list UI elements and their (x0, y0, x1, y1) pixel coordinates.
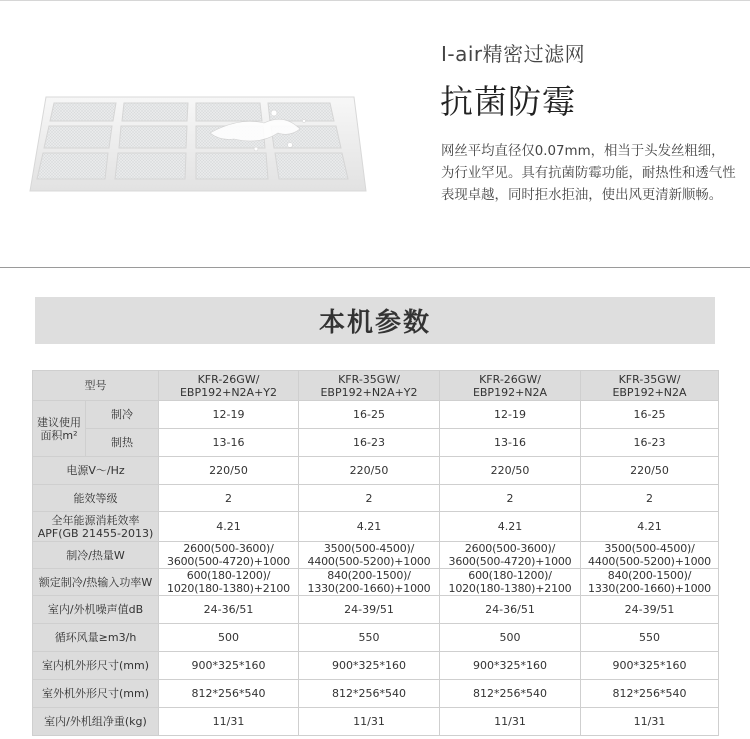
row-label: 电源V～/Hz (33, 457, 159, 485)
table-cell: 2 (159, 485, 299, 512)
table-cell: 840(200-1500)/ 1330(200-1660)+1000 (299, 569, 440, 596)
table-cell: 3500(500-4500)/ 4400(500-5200)+1000 (581, 542, 719, 569)
spec-banner-title: 本机参数 (318, 308, 431, 338)
table-cell: 4.21 (581, 512, 719, 542)
table-cell: 2600(500-3600)/ 3600(500-4720)+1000 (159, 542, 299, 569)
table-cell: 24-39/51 (299, 596, 440, 624)
table-cell: 500 (440, 624, 581, 652)
table-cell: 812*256*540 (440, 680, 581, 708)
table-cell: 812*256*540 (581, 680, 719, 708)
table-row (33, 485, 719, 512)
table-cell: 220/50 (299, 457, 440, 485)
section-divider (0, 267, 750, 268)
cool-label: 制冷 (86, 401, 159, 429)
table-cell: 900*325*160 (581, 652, 719, 680)
table-row (33, 512, 719, 542)
table-cell: 600(180-1200)/ 1020(180-1380)+2100 (159, 569, 299, 596)
model-cell: KFR-26GW/ EBP192+N2A+Y2 (159, 371, 299, 401)
row-label: 全年能源消耗效率 APF(GB 21455-2013) (33, 512, 159, 542)
model-cell: KFR-26GW/ EBP192+N2A (440, 371, 581, 401)
hero-description: 网丝平均直径仅0.07mm，相当于头发丝粗细，为行业罕见。具有抗菌防霉功能，耐热性和透气性表现卓越，同时拒水拒油，使出风更清新顺畅。 (441, 144, 736, 203)
row-label: 室内机外形尺寸(mm) (33, 652, 159, 680)
table-row (33, 708, 719, 736)
table-cell: 16-23 (299, 429, 440, 457)
table-cell: 11/31 (299, 708, 440, 736)
table-cell: 840(200-1500)/ 1330(200-1660)+1000 (581, 569, 719, 596)
row-label: 室内/外机组净重(kg) (33, 708, 159, 736)
table-row (33, 569, 719, 596)
table-cell: 13-16 (440, 429, 581, 457)
table-cell: 11/31 (581, 708, 719, 736)
table-cell: 220/50 (581, 457, 719, 485)
table-cell: 24-36/51 (440, 596, 581, 624)
hero-title: 抗菌防霉 (440, 82, 576, 121)
model-label: 型号 (33, 371, 159, 401)
table-cell: 550 (581, 624, 719, 652)
table-cell: 2 (299, 485, 440, 512)
hero-section (0, 0, 750, 268)
table-cell: 13-16 (159, 429, 299, 457)
table-cell: 4.21 (440, 512, 581, 542)
row-label: 室外机外形尺寸(mm) (33, 680, 159, 708)
table-cell: 2600(500-3600)/ 3600(500-4720)+1000 (440, 542, 581, 569)
table-row (33, 542, 719, 569)
table-cell: 4.21 (159, 512, 299, 542)
model-cell: KFR-35GW/ EBP192+N2A (581, 371, 719, 401)
table-row (33, 652, 719, 680)
table-cell: 812*256*540 (159, 680, 299, 708)
table-cell: 4.21 (299, 512, 440, 542)
area-label: 建议使用 面积m² (33, 401, 86, 457)
table-cell: 12-19 (159, 401, 299, 429)
table-cell: 24-36/51 (159, 596, 299, 624)
table-cell: 600(180-1200)/ 1020(180-1380)+2100 (440, 569, 581, 596)
table-cell: 900*325*160 (299, 652, 440, 680)
table-cell: 2 (581, 485, 719, 512)
table-cell: 24-39/51 (581, 596, 719, 624)
table-cell: 16-25 (299, 401, 440, 429)
spec-table (32, 370, 719, 736)
hero-subtitle: I-air精密过滤网 (441, 42, 586, 66)
table-row (33, 624, 719, 652)
table-cell: 3500(500-4500)/ 4400(500-5200)+1000 (299, 542, 440, 569)
table-cell: 900*325*160 (440, 652, 581, 680)
table-cell: 2 (440, 485, 581, 512)
model-cell: KFR-35GW/ EBP192+N2A+Y2 (299, 371, 440, 401)
row-label: 循环风量≥m3/h (33, 624, 159, 652)
table-cell: 220/50 (440, 457, 581, 485)
table-cell: 812*256*540 (299, 680, 440, 708)
table-cell: 12-19 (440, 401, 581, 429)
filter-mesh-illustration (28, 93, 368, 195)
table-cell: 11/31 (159, 708, 299, 736)
table-row (33, 457, 719, 485)
table-cell: 16-25 (581, 401, 719, 429)
table-cell: 900*325*160 (159, 652, 299, 680)
heat-label: 制热 (86, 429, 159, 457)
table-cell: 220/50 (159, 457, 299, 485)
spec-banner (35, 297, 715, 344)
table-cell: 500 (159, 624, 299, 652)
table-row (33, 596, 719, 624)
table-cell: 11/31 (440, 708, 581, 736)
table-cell: 550 (299, 624, 440, 652)
table-row (33, 680, 719, 708)
table-row-area-heat (33, 429, 719, 457)
row-label: 能效等级 (33, 485, 159, 512)
table-cell: 16-23 (581, 429, 719, 457)
row-label: 额定制冷/热输入功率W (33, 569, 159, 596)
table-row-area-cool (33, 401, 719, 429)
table-row-model (33, 371, 719, 401)
row-label: 室内/外机噪声值dB (33, 596, 159, 624)
row-label: 制冷/热量W (33, 542, 159, 569)
